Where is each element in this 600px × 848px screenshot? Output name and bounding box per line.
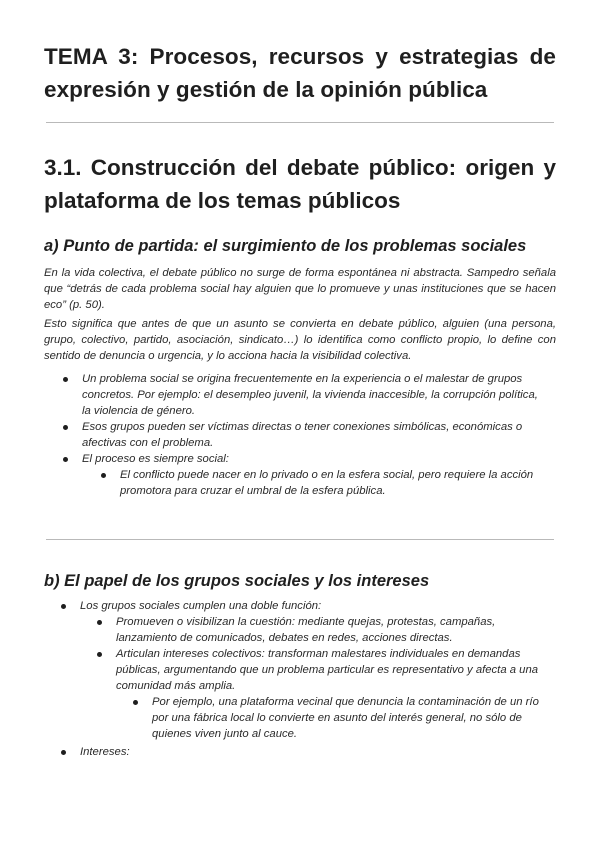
subsection-a-title: a) Punto de partida: el surgimiento de los problemas sociales (44, 237, 527, 255)
bullet-icon (97, 652, 102, 657)
deep-nested-list (152, 694, 556, 742)
subsection-a-list (82, 371, 556, 499)
list-item-text: Intereses: (80, 746, 130, 758)
list-item-text: Un problema social se origina frecuentemente en la experiencia o el malestar de grupos concretos. Por ejemplo: el desempleo juvenil, la vivienda inaccesible, la corrupción política, la violencia de género. (82, 373, 538, 417)
list-item-text: El conflicto puede nacer en lo privado o en la esfera social, pero requiere la acción promotora para cruzar el umbral de la esfera pública. (120, 469, 534, 497)
section-title: 3.1. Construcción del debate público: origen y plataforma de los temas públicos (44, 155, 556, 213)
divider-2 (46, 539, 554, 540)
nested-list-item (116, 646, 556, 742)
bullet-icon (63, 377, 68, 382)
subsection-b-list (80, 598, 556, 760)
deep-nested-list-item (152, 694, 556, 742)
divider-1 (46, 122, 554, 123)
nested-list (116, 614, 556, 742)
paragraph-intro: En la vida colectiva, el debate público no surge de forma espontánea ni abstracta. Sampedro señala que “detrás de cada problema social hay alguien que lo promueve y unas instituciones que se hacen eco” (p. 50). (44, 267, 556, 311)
bullet-icon (101, 473, 106, 478)
document-title: TEMA 3: Procesos, recursos y estrategias de expresión y gestión de la opinión pública (44, 44, 556, 102)
bullet-icon (133, 700, 138, 705)
paragraph-explanation: Esto significa que antes de que un asunto se convierta en debate público, alguien (una persona, grupo, colectivo, partido, asociación, sindicato…) lo identifica como conflicto propio, lo define con sentido de denuncia o urgencia, y lo acciona hacia la visibilidad colectiva. (44, 318, 556, 362)
list-item-text: El proceso es siempre social: (82, 453, 229, 465)
list-item (80, 598, 556, 742)
list-item (82, 451, 556, 499)
bullet-icon (63, 457, 68, 462)
subsection-b-title: b) El papel de los grupos sociales y los intereses (44, 572, 430, 590)
list-item (82, 419, 544, 451)
list-item-text: Los grupos sociales cumplen una doble función: (80, 600, 322, 612)
bullet-icon (63, 425, 68, 430)
list-item-text: Por ejemplo, una plataforma vecinal que denuncia la contaminación de un río por una fábrica local lo convierte en asunto del interés general, no sólo de quienes viven junto al cauce. (152, 696, 539, 740)
list-item-text: Promueven o visibilizan la cuestión: mediante quejas, protestas, campañas, lanzamiento de comunicados, debates en redes, acciones directas. (116, 616, 496, 644)
nested-list (120, 467, 540, 499)
list-item (82, 371, 542, 419)
list-item-text: Articulan intereses colectivos: transforman malestares individuales en demandas públicas, argumentando que un problema particular es representativo y afecta a una comunidad más amplia. (116, 648, 539, 692)
bullet-icon (61, 604, 66, 609)
bullet-icon (61, 750, 66, 755)
list-item-text: Esos grupos pueden ser víctimas directas o tener conexiones simbólicas, económicas o afectivas con el problema. (82, 421, 523, 449)
nested-list-item (116, 614, 521, 646)
nested-list-item (120, 467, 540, 499)
list-item (80, 744, 556, 760)
bullet-icon (97, 620, 102, 625)
